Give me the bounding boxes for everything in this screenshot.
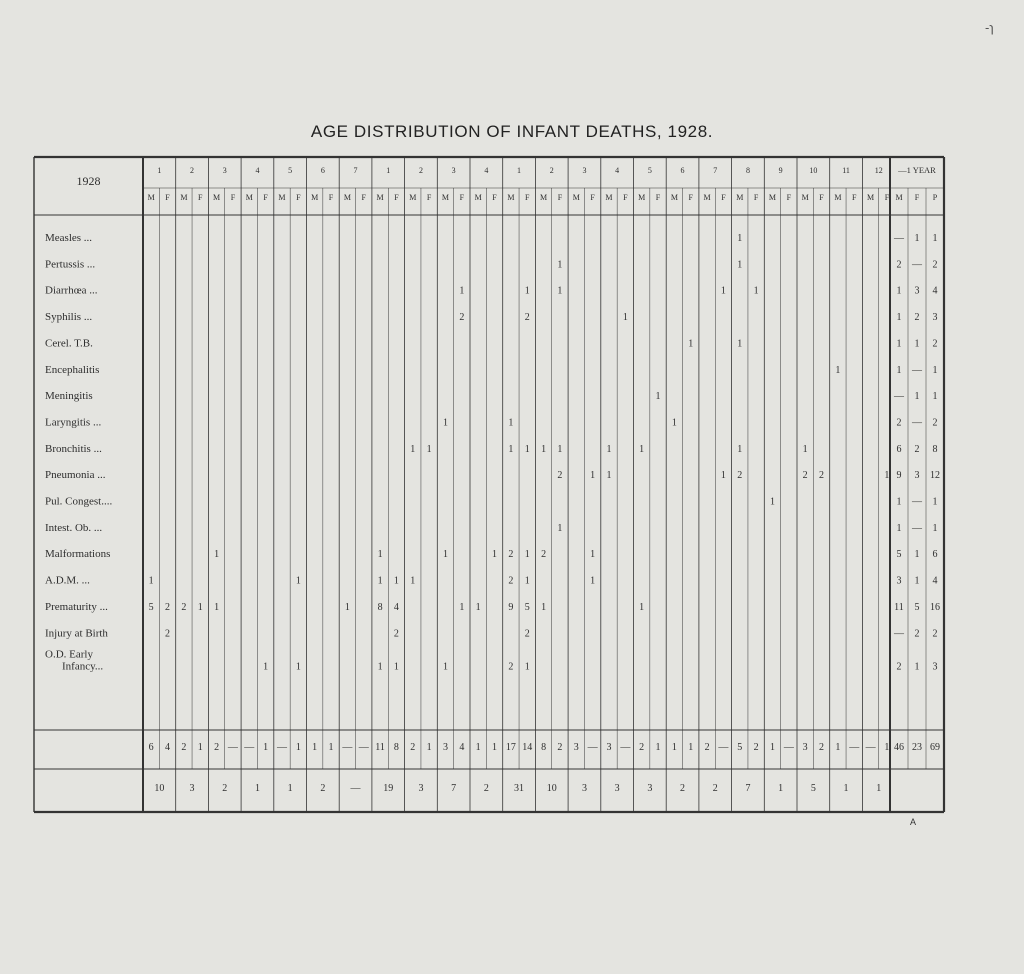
age-group-header: 1 (386, 166, 391, 175)
cell-value: 1 (377, 575, 383, 587)
sex-header-m: M (311, 193, 319, 202)
row-total: 2 (896, 259, 902, 271)
cell-value: 2 (393, 628, 399, 640)
cell-value: 1 (541, 601, 547, 613)
row-total: 3 (914, 470, 920, 482)
sex-header-m: M (736, 193, 744, 202)
total-mf-value: 1 (655, 742, 661, 753)
row-total: 1 (914, 549, 920, 561)
row-total: 2 (932, 417, 938, 429)
total-mf-value: 2 (639, 742, 645, 753)
sex-header-m: M (703, 193, 711, 202)
row-total: 1 (932, 364, 938, 376)
year-label: 1928 (76, 174, 101, 188)
sex-header-m: M (213, 193, 221, 202)
row-total: 1 (914, 661, 920, 673)
cell-value: 2 (508, 575, 514, 587)
sex-header-f: F (688, 193, 693, 202)
total-mf-value: 8 (541, 742, 547, 753)
age-group-header: 4 (255, 166, 260, 175)
sex-header-m: M (180, 193, 188, 202)
cell-value: 1 (214, 601, 220, 613)
total-persons-value: 10 (546, 783, 557, 794)
grand-total: 23 (912, 742, 922, 753)
row-total: 5 (896, 549, 902, 561)
row-label: Pneumonia ... (45, 469, 106, 482)
age-distribution-table (32, 155, 950, 815)
row-total: 3 (914, 285, 920, 297)
cell-value: 2 (524, 312, 530, 324)
sex-header-f: F (492, 193, 497, 202)
cell-value: 5 (148, 601, 154, 613)
sex-header-f: F (263, 193, 268, 202)
sex-header-m: M (768, 193, 777, 202)
age-group-header: 4 (484, 166, 489, 175)
cell-value: 2 (524, 628, 530, 640)
cell-value: 1 (606, 470, 612, 482)
summary-sub-header: P (932, 193, 938, 202)
cell-value: 1 (524, 549, 530, 561)
total-persons-value: 31 (514, 783, 525, 794)
row-total: 3 (932, 312, 938, 324)
row-total: 1 (896, 285, 902, 297)
age-group-header: 11 (842, 166, 850, 175)
cell-value: 4 (393, 601, 399, 613)
total-mf-value: 1 (688, 742, 694, 753)
cell-value: 1 (344, 601, 350, 613)
total-mf-value: 1 (426, 742, 432, 753)
total-mf-value: 2 (753, 742, 759, 753)
sex-header-f: F (753, 193, 759, 202)
cell-value: 1 (655, 391, 661, 403)
row-total: — (912, 522, 922, 534)
total-persons-value: 1 (254, 783, 260, 794)
total-persons-value: — (350, 783, 361, 794)
cell-value: 9 (508, 601, 514, 613)
row-total: 6 (932, 549, 938, 561)
total-mf-value: 17 (505, 742, 516, 753)
summary-sub-header: F (914, 193, 920, 202)
cell-value: 1 (410, 575, 416, 587)
cell-value: 1 (720, 285, 726, 297)
total-mf-value: 1 (492, 742, 498, 753)
cell-value: 1 (442, 417, 448, 429)
total-persons-value: 3 (647, 783, 653, 794)
cell-value: 1 (214, 549, 220, 561)
age-group-header: 3 (451, 166, 456, 175)
sex-header-m: M (245, 193, 253, 202)
row-total: 3 (932, 661, 938, 673)
sex-header-f: F (230, 193, 236, 202)
row-total: 2 (932, 259, 938, 271)
age-group-header: 10 (809, 166, 818, 175)
total-mf-value: 1 (769, 742, 775, 753)
sex-header-f: F (296, 193, 301, 202)
row-label: Encephalitis (45, 363, 100, 376)
sex-header-m: M (540, 193, 548, 202)
row-total: 4 (932, 285, 938, 297)
total-persons-value: 2 (712, 783, 718, 794)
cell-value: 1 (459, 285, 465, 297)
total-mf-value: — (342, 742, 353, 753)
sex-header-m: M (572, 193, 580, 202)
row-label: Measles ... (45, 232, 93, 244)
row-total: — (894, 233, 904, 244)
sex-header-m: M (343, 193, 351, 202)
cell-value: 1 (459, 601, 465, 613)
row-total: 4 (932, 575, 938, 587)
cell-value: 1 (688, 338, 694, 350)
cell-value: 1 (590, 549, 596, 561)
row-label: Prematurity ... (45, 600, 108, 613)
cell-value: 1 (197, 601, 203, 613)
cell-value: 1 (737, 338, 743, 350)
row-total: 16 (930, 601, 940, 613)
sex-header-f: F (394, 193, 399, 202)
cell-value: 1 (671, 417, 677, 429)
sex-header-f: F (197, 193, 203, 202)
cell-value: 2 (165, 628, 171, 640)
row-total: 2 (914, 443, 920, 455)
row-total: — (894, 391, 904, 403)
cell-value: 1 (557, 522, 563, 534)
cell-value: 1 (606, 443, 612, 455)
row-label: Cerel. T.B. (45, 337, 93, 350)
total-mf-value: — (358, 742, 369, 753)
row-total: 1 (932, 496, 938, 508)
total-mf-value: 1 (328, 742, 334, 753)
row-label: Bronchitis ... (45, 442, 102, 455)
row-total: 1 (914, 233, 920, 244)
cell-value: 2 (165, 601, 171, 613)
sex-header-f: F (786, 193, 792, 202)
row-total: 2 (914, 628, 920, 640)
total-persons-value: 2 (222, 783, 228, 794)
cell-value: 1 (590, 575, 596, 587)
row-label: O.D. Early (45, 648, 93, 661)
table-rules (34, 157, 944, 812)
total-mf-value: 2 (410, 742, 416, 753)
row-total: 11 (894, 601, 904, 613)
total-mf-value: 3 (606, 742, 612, 753)
total-mf-value: 4 (459, 742, 465, 753)
age-group-header: 2 (549, 166, 554, 175)
total-mf-value: 1 (475, 742, 481, 753)
row-label: Malformations (45, 548, 111, 561)
row-total: 1 (914, 575, 920, 587)
cell-value: 1 (426, 443, 432, 455)
sex-header-m: M (409, 193, 417, 202)
total-mf-value: 1 (197, 742, 203, 753)
cell-value: 1 (639, 443, 645, 455)
total-mf-value: 8 (393, 742, 399, 753)
row-label: Pul. Congest.... (45, 495, 113, 508)
total-persons-value: 3 (581, 783, 587, 794)
total-mf-value: 2 (181, 742, 187, 753)
row-total: 5 (914, 601, 920, 613)
cell-value: 1 (541, 443, 547, 455)
sex-header-f: F (524, 193, 530, 202)
sex-header-f: F (328, 193, 334, 202)
total-mf-value: 14 (522, 742, 533, 753)
sex-header-m: M (147, 193, 155, 202)
cell-value: 1 (753, 285, 759, 297)
sex-header-f: F (721, 193, 726, 202)
cell-value: 1 (295, 661, 301, 673)
sex-header-f: F (426, 193, 432, 202)
age-group-header: 3 (582, 166, 587, 175)
cell-value: 1 (769, 496, 775, 508)
row-total: 2 (896, 661, 902, 673)
cell-value: 1 (475, 601, 481, 613)
cell-value: 1 (590, 470, 596, 482)
row-total: 2 (932, 338, 938, 350)
cell-value: 1 (524, 285, 530, 297)
sex-header-f: F (557, 193, 563, 202)
cell-value: 1 (557, 259, 563, 271)
corner-pencil-mark: -ɿ (985, 20, 994, 35)
age-group-header: 5 (288, 166, 293, 175)
total-mf-value: 1 (312, 742, 318, 753)
total-persons-value: 2 (680, 783, 686, 794)
row-total: — (912, 496, 922, 508)
cell-value: 2 (541, 549, 547, 561)
row-total: 6 (896, 443, 902, 455)
row-total: 1 (932, 391, 938, 403)
total-persons-value: 2 (483, 783, 489, 794)
cell-value: 1 (524, 661, 530, 673)
sex-header-f: F (623, 193, 628, 202)
total-mf-value: 1 (295, 742, 301, 753)
age-group-header: 5 (647, 166, 652, 175)
row-total: 1 (932, 522, 938, 534)
total-mf-value: — (227, 742, 238, 753)
row-total: 1 (914, 391, 920, 403)
cell-value: 2 (737, 470, 743, 482)
total-mf-value: — (587, 742, 598, 753)
total-mf-value: — (783, 742, 794, 753)
total-persons-value: 3 (614, 783, 620, 794)
total-mf-value: — (718, 742, 729, 753)
cell-value: 1 (508, 443, 514, 455)
cell-value: 1 (524, 575, 530, 587)
age-group-header: 7 (713, 166, 718, 175)
row-label: Intest. Ob. ... (45, 521, 103, 534)
age-group-header: 2 (418, 166, 423, 175)
summary-header: —1 YEAR (898, 165, 936, 175)
age-group-header: 6 (680, 166, 685, 175)
age-group-header: 12 (874, 166, 883, 175)
row-total: 1 (896, 338, 902, 350)
cell-value: 1 (295, 575, 301, 587)
row-label: Meningitis (45, 390, 93, 403)
total-persons-value: 3 (418, 783, 424, 794)
row-total: 1 (896, 364, 902, 376)
total-persons-value: 7 (745, 783, 751, 794)
cell-value: 2 (508, 549, 514, 561)
row-total: 2 (914, 312, 920, 324)
cell-value: 1 (442, 549, 448, 561)
row-label: Injury at Birth (45, 627, 108, 640)
total-mf-value: 6 (148, 742, 154, 753)
age-group-header: 9 (778, 166, 783, 175)
cell-value: 2 (819, 470, 825, 482)
grand-total: 69 (930, 742, 940, 753)
sex-header-m: M (278, 193, 286, 202)
page-title: AGE DISTRIBUTION OF INFANT DEATHS, 1928. (310, 122, 714, 141)
row-total: 8 (932, 443, 938, 455)
cell-value: 1 (737, 233, 743, 244)
total-persons-value: 1 (843, 783, 849, 794)
cell-value: 2 (181, 601, 187, 613)
cell-value: 1 (720, 470, 726, 482)
total-mf-value: 2 (214, 742, 220, 753)
cell-value: 1 (884, 470, 890, 482)
summary-sub-header: M (895, 193, 903, 202)
grand-total: 46 (894, 742, 904, 753)
sex-header-f: F (459, 193, 465, 202)
total-mf-value: 1 (835, 742, 841, 753)
age-group-header: 1 (517, 166, 522, 175)
cell-value: 1 (622, 312, 628, 324)
row-label: A.D.M. ... (45, 574, 90, 587)
cell-value: 1 (835, 364, 841, 376)
total-persons-value: 3 (189, 783, 195, 794)
row-total: — (894, 628, 904, 640)
total-mf-value: — (620, 742, 631, 753)
cell-value: 2 (508, 661, 514, 673)
age-group-header: 6 (320, 166, 325, 175)
total-mf-value: 2 (819, 742, 825, 753)
cell-value: 1 (393, 661, 399, 673)
age-group-header: 3 (222, 166, 227, 175)
sex-header-f: F (165, 193, 170, 202)
total-persons-value: 1 (287, 783, 293, 794)
row-total: 1 (914, 338, 920, 350)
total-mf-value: 1 (671, 742, 677, 753)
cell-value: 1 (410, 443, 416, 455)
total-mf-value: 2 (557, 742, 563, 753)
sex-header-m: M (834, 193, 842, 202)
total-mf-value: 3 (802, 742, 808, 753)
row-label: Laryngitis ... (45, 416, 102, 429)
total-mf-value: 11 (375, 742, 385, 753)
total-mf-value: — (244, 742, 255, 753)
row-total: — (912, 259, 922, 271)
cell-value: 1 (492, 549, 498, 561)
total-persons-value: 10 (154, 783, 165, 794)
sex-header-m: M (867, 193, 875, 202)
total-persons-value: 1 (778, 783, 784, 794)
row-total: 9 (896, 470, 902, 482)
sex-header-m: M (670, 193, 678, 202)
cell-value: 2 (557, 470, 563, 482)
cell-value: 1 (148, 575, 154, 587)
total-persons-value: 7 (451, 783, 457, 794)
sex-header-f: F (819, 193, 824, 202)
cell-value: 1 (737, 443, 743, 455)
table-text (45, 165, 940, 794)
row-total: 1 (896, 522, 902, 534)
total-mf-value: — (849, 742, 860, 753)
cell-value: 1 (639, 601, 645, 613)
row-total: 2 (896, 417, 902, 429)
sex-header-f: F (361, 193, 366, 202)
total-mf-value: — (276, 742, 287, 753)
total-mf-value: 1 (263, 742, 269, 753)
total-mf-value: 3 (442, 742, 448, 753)
row-total: — (912, 364, 922, 376)
row-label: Diarrhœa ... (45, 284, 98, 297)
cell-value: 2 (802, 470, 808, 482)
cell-value: 1 (737, 259, 743, 271)
cell-value: 1 (802, 443, 808, 455)
cell-value: 1 (442, 661, 448, 673)
sex-header-f: F (590, 193, 595, 202)
row-total: — (912, 417, 922, 429)
total-mf-value: 2 (704, 742, 710, 753)
cell-value: 8 (377, 601, 383, 613)
row-total: 2 (932, 628, 938, 640)
cell-value: 1 (263, 661, 269, 673)
sex-header-m: M (507, 193, 515, 202)
age-group-header: 8 (745, 166, 750, 175)
sex-header-f: F (884, 193, 890, 202)
cell-value: 1 (557, 443, 563, 455)
total-mf-value: 4 (165, 742, 171, 753)
cell-value: 1 (377, 549, 383, 561)
age-group-header: 2 (190, 166, 195, 175)
sex-header-m: M (605, 193, 613, 202)
row-label: Pertussis ... (45, 258, 96, 271)
total-persons-value: 5 (810, 783, 816, 794)
sex-header-f: F (655, 193, 661, 202)
cell-value: 5 (524, 601, 530, 613)
cell-value: 1 (393, 575, 399, 587)
age-group-header: 1 (157, 166, 162, 175)
sex-header-m: M (474, 193, 482, 202)
total-persons-value: 1 (876, 783, 882, 794)
row-total: 12 (930, 470, 940, 482)
row-label-continued: Infancy... (62, 660, 104, 673)
cell-value: 1 (508, 417, 514, 429)
row-label: Syphilis ... (45, 311, 93, 324)
total-mf-value: 5 (737, 742, 743, 753)
row-total: 3 (896, 575, 902, 587)
sex-header-f: F (851, 193, 857, 202)
row-total: 1 (932, 233, 938, 244)
total-persons-value: 2 (320, 783, 326, 794)
sex-header-m: M (638, 193, 646, 202)
cell-value: 1 (557, 285, 563, 297)
cell-value: 1 (377, 661, 383, 673)
age-group-header: 4 (615, 166, 620, 175)
cell-value: 1 (524, 443, 530, 455)
cell-value: 2 (459, 312, 465, 324)
total-mf-value: 3 (573, 742, 579, 753)
sex-header-m: M (376, 193, 384, 202)
row-total: 1 (896, 496, 902, 508)
total-mf-value: 1 (884, 742, 890, 753)
sex-header-m: M (441, 193, 450, 202)
age-group-header: 7 (353, 166, 358, 175)
footer-mark: A (910, 817, 917, 827)
total-persons-value: 19 (383, 783, 394, 794)
total-mf-value: — (865, 742, 876, 753)
sex-header-m: M (801, 193, 809, 202)
row-total: 1 (896, 312, 902, 324)
